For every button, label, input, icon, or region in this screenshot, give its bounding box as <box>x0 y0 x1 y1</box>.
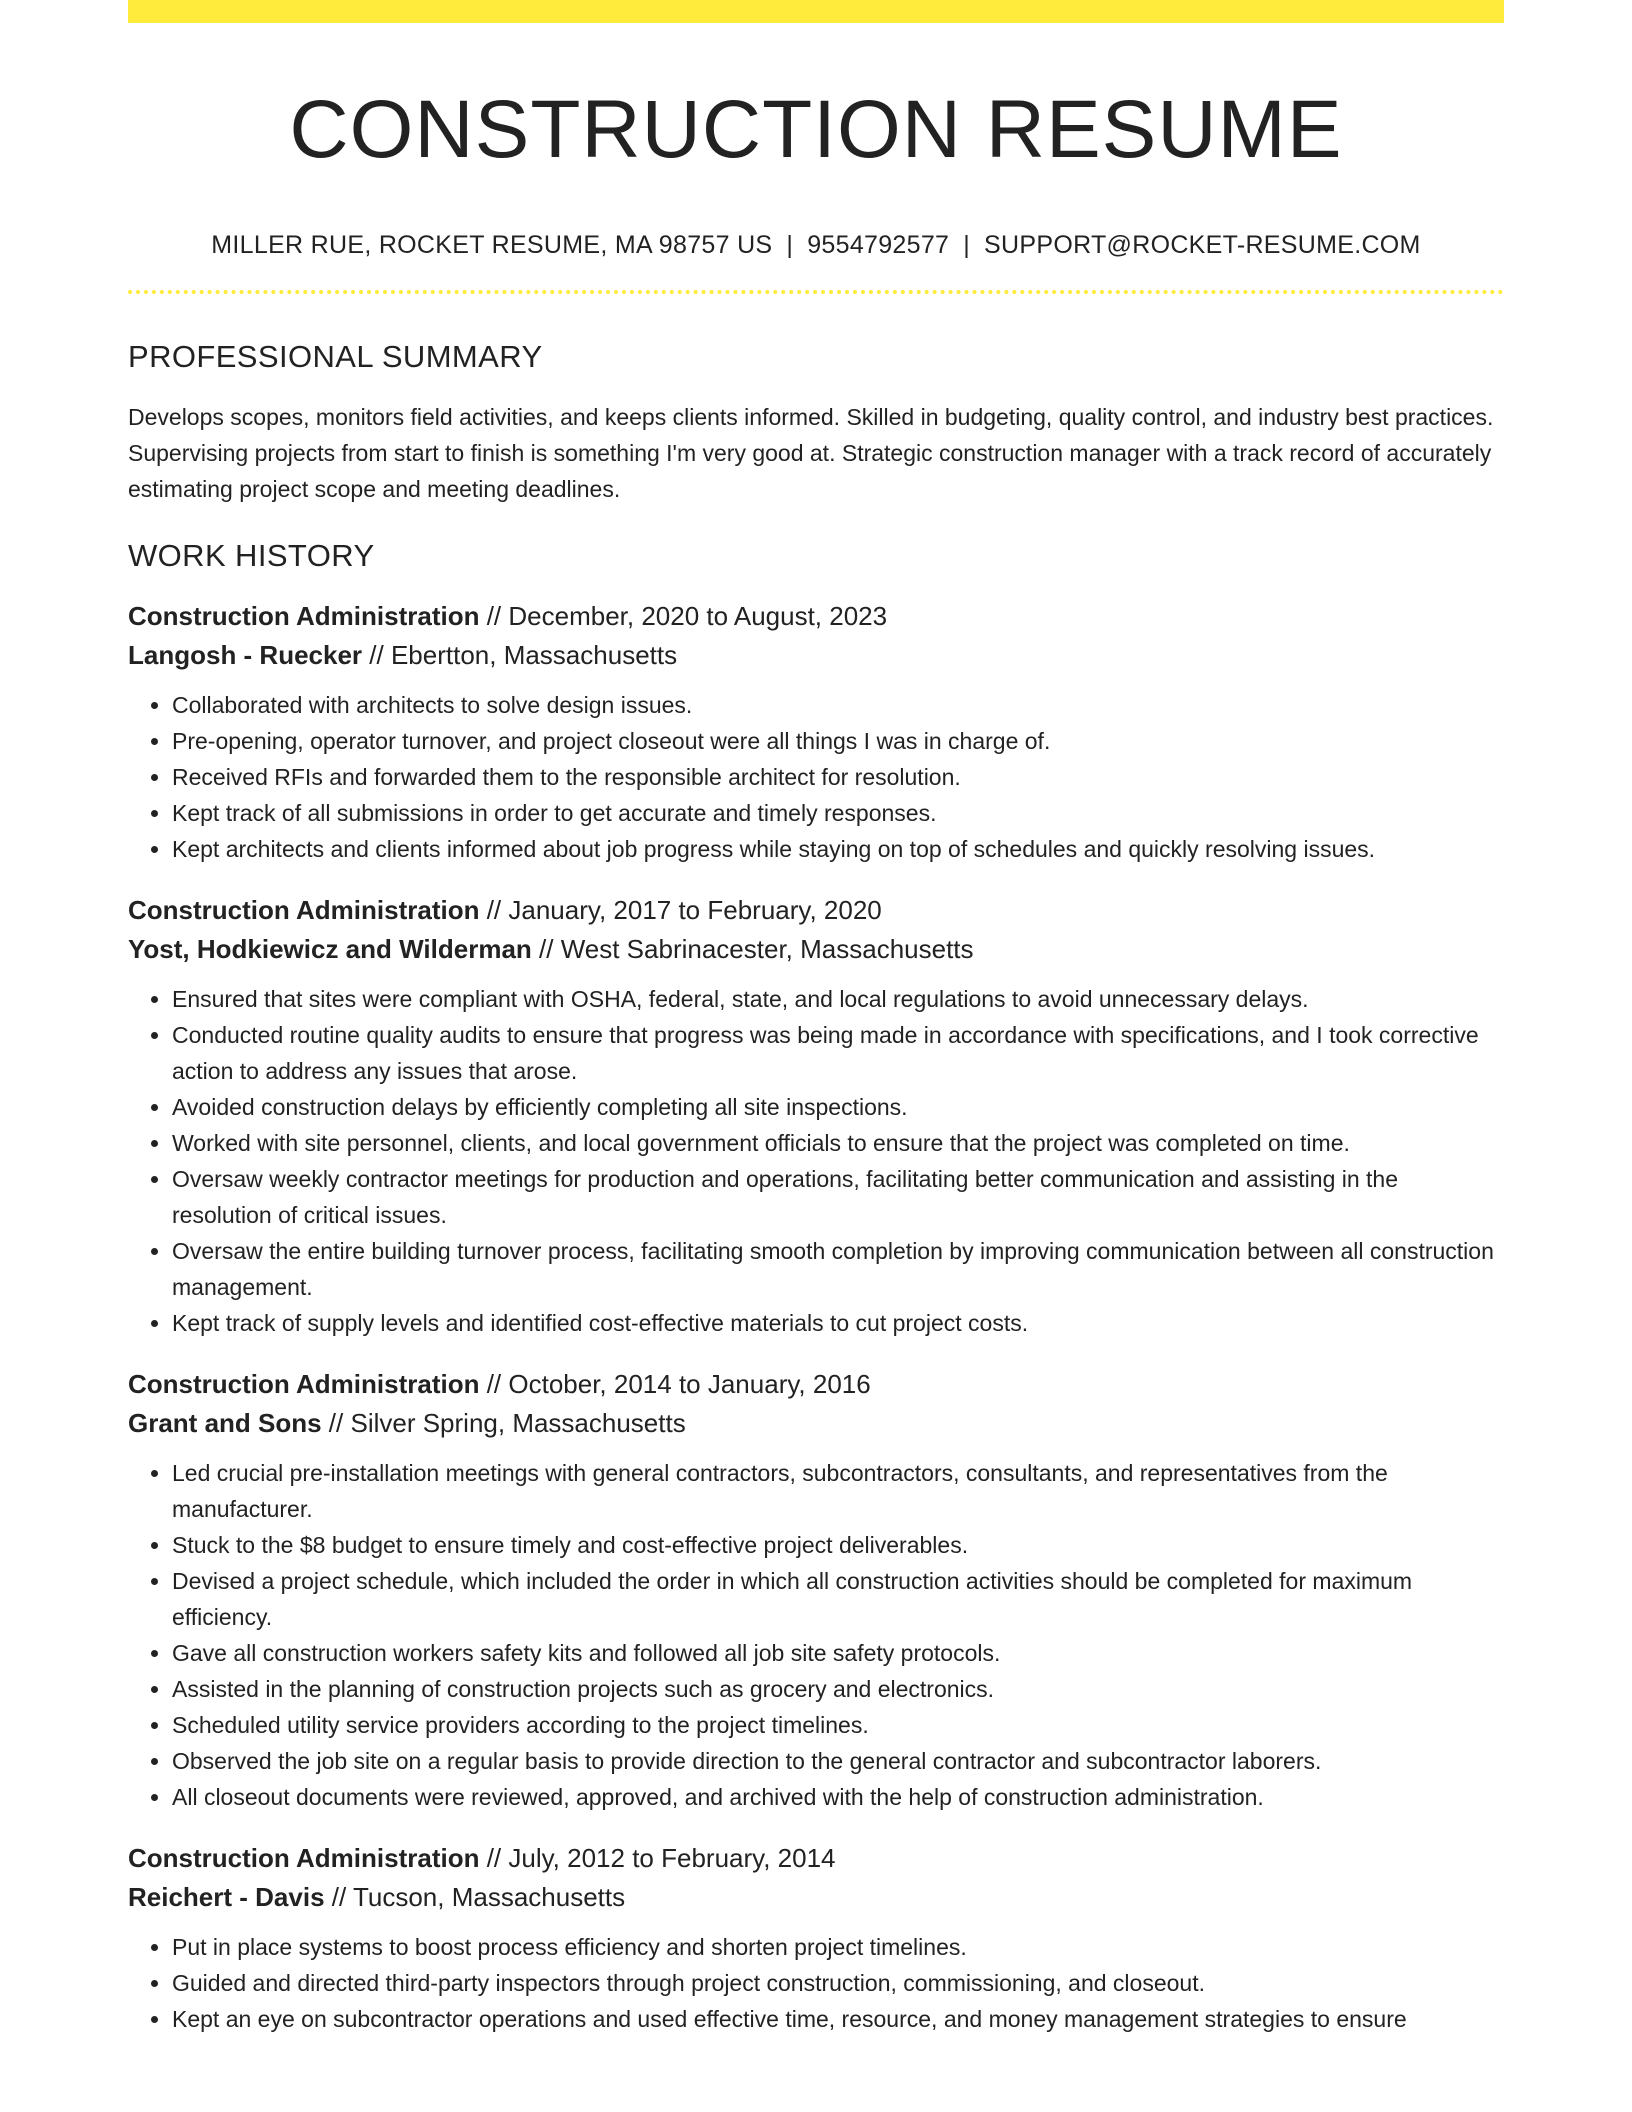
contact-line <box>128 231 1504 260</box>
job-entry <box>128 1839 1504 2037</box>
job-dates: // July, 2012 to February, 2014 <box>479 1842 836 1873</box>
job-company: Langosh - Ruecker <box>128 639 363 670</box>
job-bullet: • Collaborated with architects to solve design issues. <box>172 687 1504 723</box>
job-bullets <box>128 1929 1504 2037</box>
job-bullet: • Devised a project schedule, which included the order in which all construction activities should be completed for maximum efficiency. <box>172 1563 1504 1635</box>
job-bullet: • Received RFIs and forwarded them to the responsible architect for resolution. <box>172 759 1504 795</box>
summary-heading: PROFESSIONAL SUMMARY <box>128 339 543 375</box>
job-dates: // December, 2020 to August, 2023 <box>479 600 888 631</box>
job-bullet: • Conducted routine quality audits to ensure that progress was being made in accordance with specifications, and I took corrective action to address any issues that arose. <box>172 1017 1504 1089</box>
job-bullet: • Stuck to the $8 budget to ensure timely and cost-effective project deliverables. <box>172 1527 1504 1563</box>
job-company: Yost, Hodkiewicz and Wilderman <box>128 933 532 964</box>
job-bullet: • Kept an eye on subcontractor operations and used effective time, resource, and money management strategies to ensure <box>172 2001 1504 2037</box>
job-bullet: • Assisted in the planning of construction projects such as grocery and electronics. <box>172 1671 1504 1707</box>
contact-separator: | <box>786 231 794 260</box>
dotted-divider <box>128 290 1504 294</box>
job-bullet: • Avoided construction delays by efficiently completing all site inspections. <box>172 1089 1504 1125</box>
job-location: // Ebertton, Massachusetts <box>362 639 678 670</box>
job-bullet: • Oversaw weekly contractor meetings for production and operations, facilitating better communication and assisting in the resolution of critical issues. <box>172 1161 1504 1233</box>
job-title-line <box>128 1365 1504 1404</box>
job-bullet: • Gave all construction workers safety kits and followed all job site safety protocols. <box>172 1635 1504 1671</box>
job-entry <box>128 1365 1504 1815</box>
job-bullet: • Led crucial pre-installation meetings with general contractors, subcontractors, consultants, and representatives from the manufacturer. <box>172 1455 1504 1527</box>
job-bullet: • Kept track of supply levels and identified cost-effective materials to cut project costs. <box>172 1305 1504 1341</box>
job-bullets <box>128 981 1504 1341</box>
job-title-line <box>128 891 1504 930</box>
job-bullet: • Scheduled utility service providers according to the project timelines. <box>172 1707 1504 1743</box>
job-company-line <box>128 636 1504 675</box>
job-bullet: • Kept track of all submissions in order to get accurate and timely responses. <box>172 795 1504 831</box>
job-dates: // October, 2014 to January, 2016 <box>479 1368 871 1399</box>
job-bullet: • Observed the job site on a regular basis to provide direction to the general contractor and subcontractor laborers. <box>172 1743 1504 1779</box>
job-bullet: • Guided and directed third-party inspectors through project construction, commissioning, and closeout. <box>172 1965 1504 2001</box>
job-dates: // January, 2017 to February, 2020 <box>479 894 882 925</box>
job-company-line <box>128 930 1504 969</box>
job-location: // Silver Spring, Massachusetts <box>321 1407 686 1438</box>
work-history-heading: WORK HISTORY <box>128 538 375 574</box>
accent-bar <box>128 0 1504 23</box>
job-bullet: • Oversaw the entire building turnover process, facilitating smooth completion by improving communication between all construction management. <box>172 1233 1504 1305</box>
contact-address: MILLER RUE, ROCKET RESUME, MA 98757 US <box>211 231 773 260</box>
job-bullets <box>128 687 1504 867</box>
resume-title: CONSTRUCTION RESUME <box>289 84 1343 175</box>
job-title: Construction Administration <box>128 1368 480 1399</box>
resume-page <box>128 0 1504 2037</box>
contact-separator: | <box>963 231 971 260</box>
job-entry <box>128 891 1504 1341</box>
job-location: // West Sabrinacester, Massachusetts <box>531 933 974 964</box>
job-entry <box>128 597 1504 867</box>
job-title: Construction Administration <box>128 1842 480 1873</box>
job-bullet: • Pre-opening, operator turnover, and project closeout were all things I was in charge of. <box>172 723 1504 759</box>
job-company-line <box>128 1878 1504 1917</box>
summary-text: Develops scopes, monitors field activities, and keeps clients informed. Skilled in budgeting, quality control, and industry best practices. Supervising projects from start to finish is something I'm very good at. Strategic construction manager with a track record of accurately estimating project scope and meeting deadlines. <box>128 404 1494 503</box>
job-location: // Tucson, Massachusetts <box>324 1881 626 1912</box>
job-title: Construction Administration <box>128 894 480 925</box>
job-title: Construction Administration <box>128 600 480 631</box>
job-bullet: • Kept architects and clients informed about job progress while staying on top of schedules and quickly resolving issues. <box>172 831 1504 867</box>
job-company-line <box>128 1404 1504 1443</box>
job-title-line <box>128 1839 1504 1878</box>
job-bullet: • Put in place systems to boost process efficiency and shorten project timelines. <box>172 1929 1504 1965</box>
job-bullet: • Ensured that sites were compliant with OSHA, federal, state, and local regulations to avoid unnecessary delays. <box>172 981 1504 1017</box>
job-bullets <box>128 1455 1504 1815</box>
job-bullet: • All closeout documents were reviewed, approved, and archived with the help of construction administration. <box>172 1779 1504 1815</box>
contact-phone: 9554792577 <box>807 231 950 260</box>
job-company: Reichert - Davis <box>128 1881 325 1912</box>
job-title-line <box>128 597 1504 636</box>
job-company: Grant and Sons <box>128 1407 322 1438</box>
contact-email: SUPPORT@ROCKET-RESUME.COM <box>984 231 1421 260</box>
job-bullet: • Worked with site personnel, clients, and local government officials to ensure that the project was completed on time. <box>172 1125 1504 1161</box>
